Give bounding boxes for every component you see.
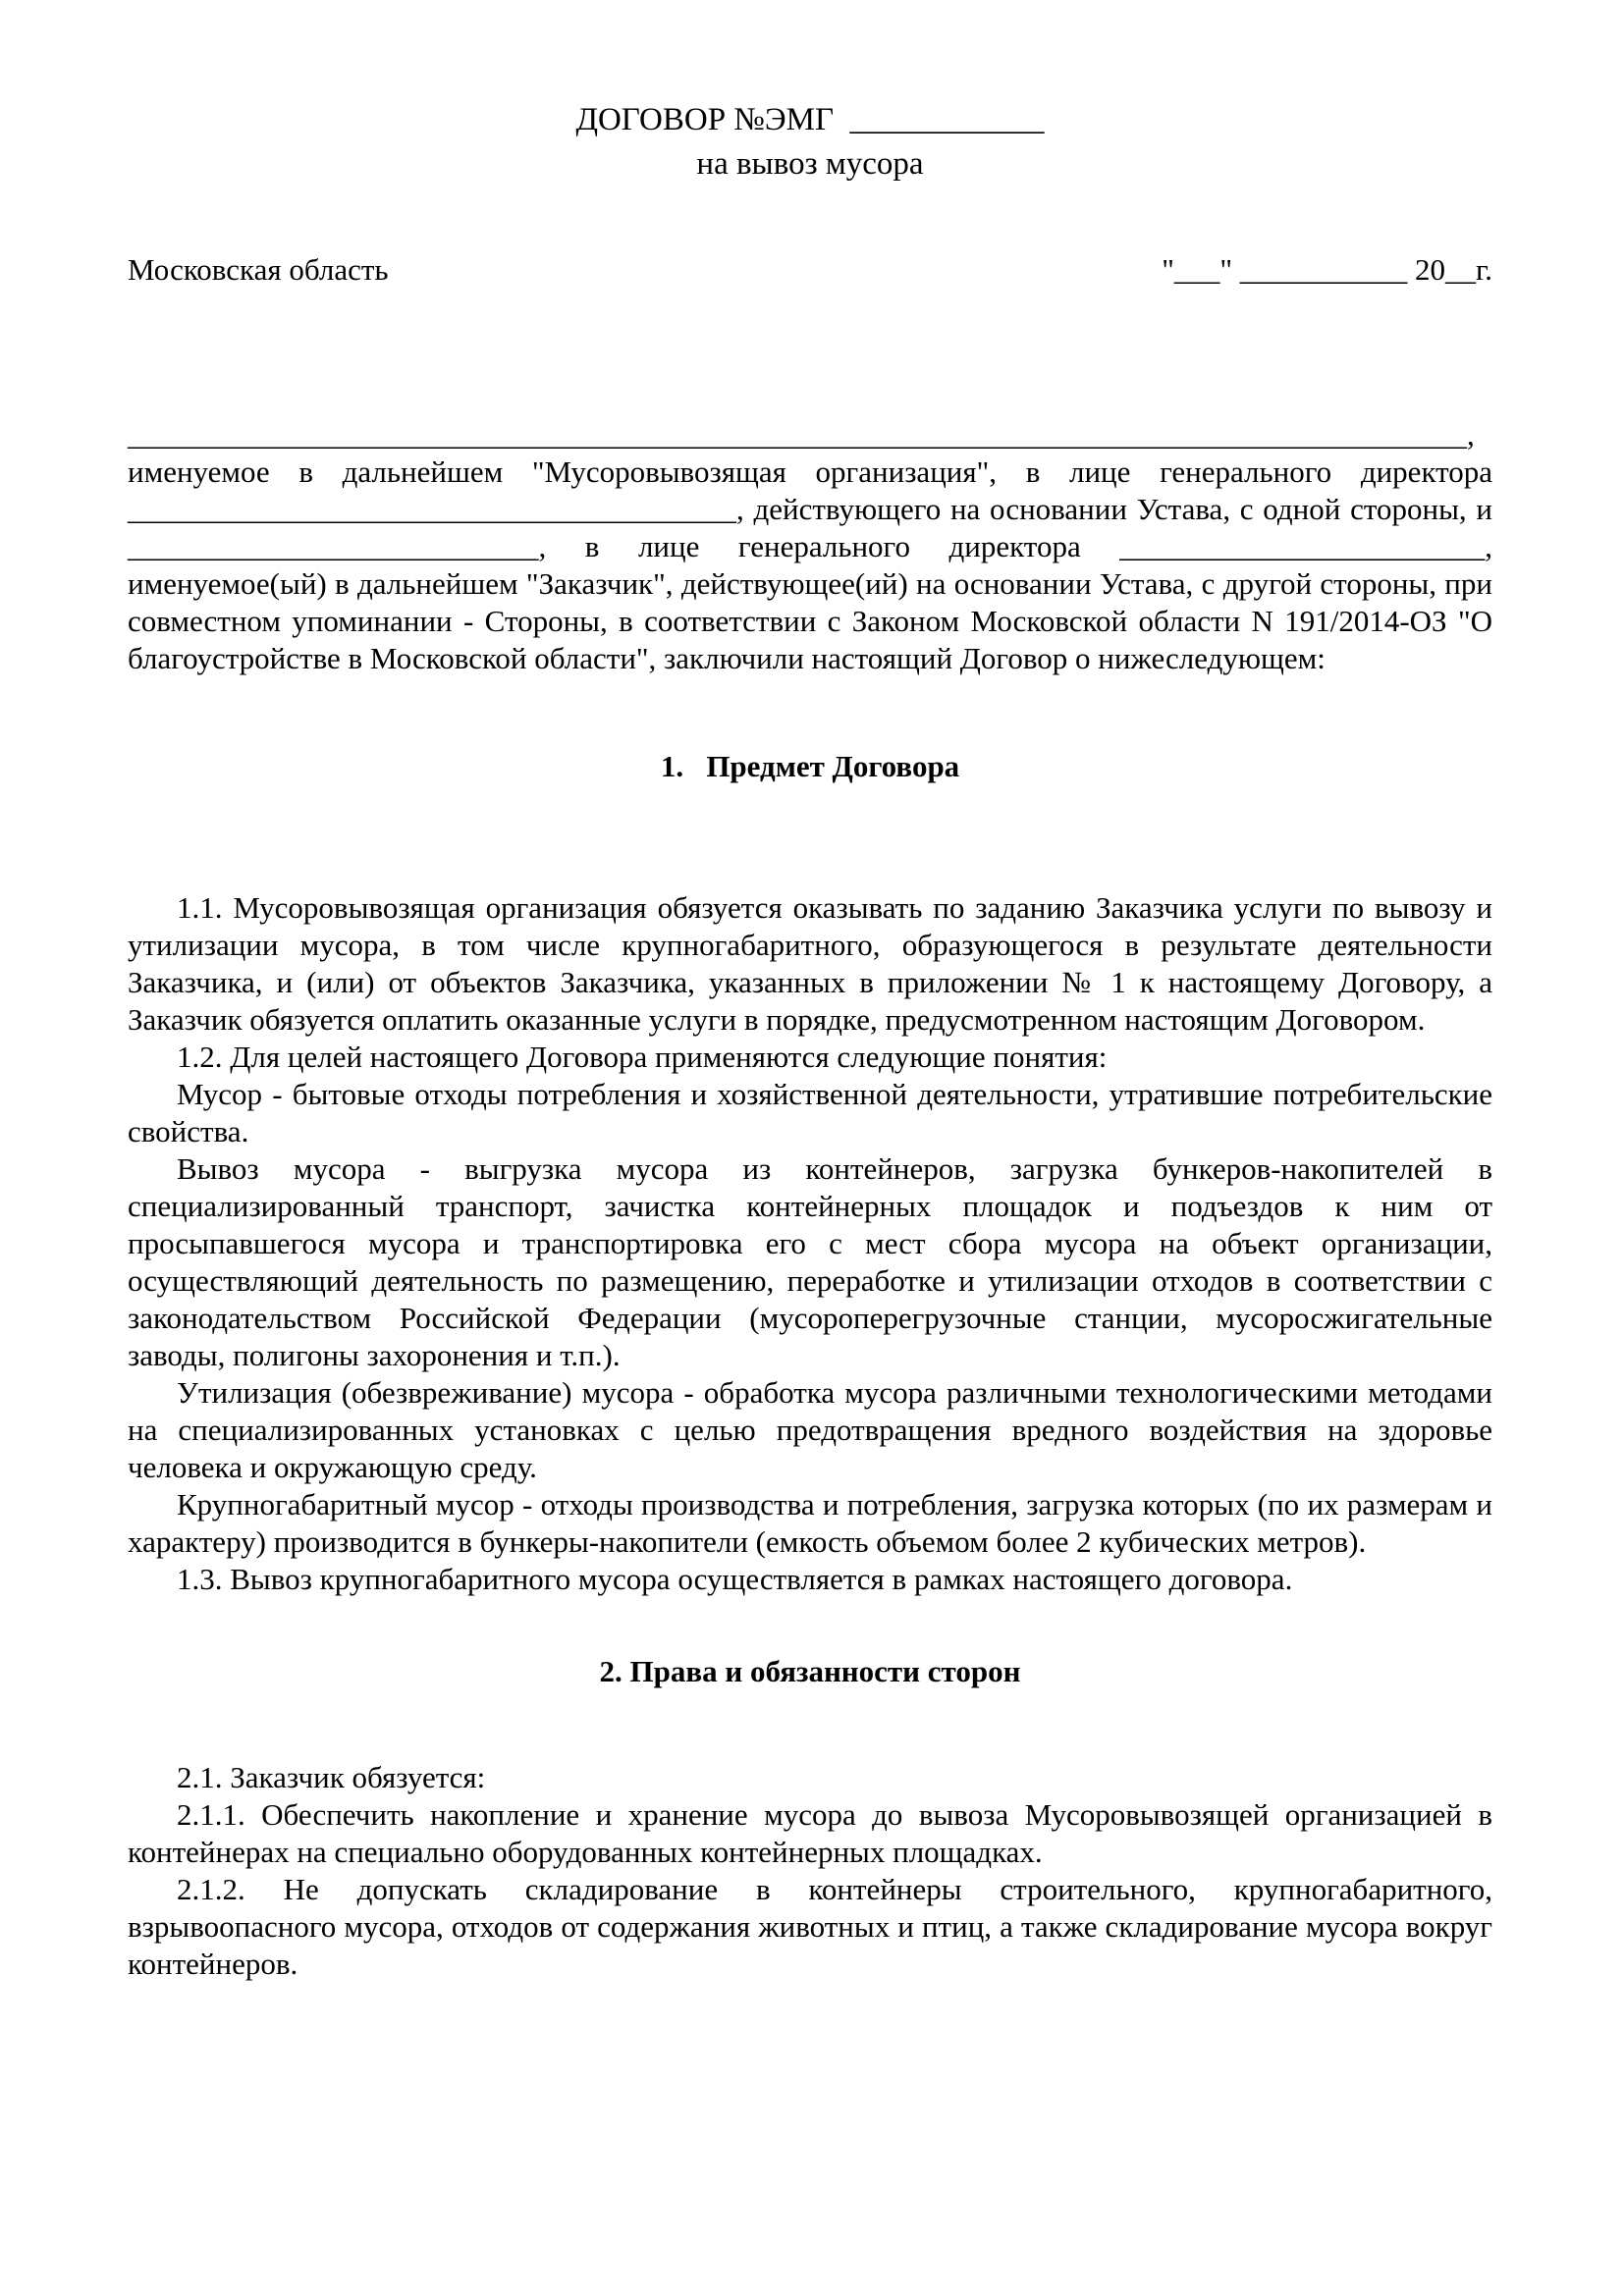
definition-vyvoz-musora: Вывоз мусора - выгрузка мусора из контейнеров, загрузка бункеров-накопителей в специализированный транспорт, зачистка контейнерных площадок и подъездов к ним от просыпавшегося мусора и транспортировка его с мест сбора мусора на объект организации, осуществляющий деятельность по размещению, переработке и утилизации отходов в соответствии с законодательством Российской Федерации (мусороперегрузочные станции, мусоросжигательные заводы, полигоны захоронения и т.п.). [128, 1151, 1492, 1372]
clause-2-1: 2.1. Заказчик обязуется: [177, 1760, 486, 1794]
clause-2-1-1: 2.1.1. Обеспечить накопление и хранение мусора до вывоза Мусоровывозящей организацией в контейнерах на специально оборудованных контейнерных площадках. [128, 1797, 1492, 1869]
title-line-2: на вывоз мусора [696, 146, 924, 182]
clause-1-3: 1.3. Вывоз крупногабаритного мусора осуществляется в рамках настоящего договора. [177, 1562, 1293, 1596]
definition-utilizaciya: Утилизация (обезвреживание) мусора - обработка мусора различными технологическими методами на специализированных установках с целью предотвращения вредного воздействия на здоровье человека и окружающую среду. [128, 1375, 1492, 1484]
document-title [128, 98, 1492, 187]
section-1-heading: 1. Предмет Договора [660, 749, 960, 783]
clause-1-1: 1.1. Мусоровывозящая организация обязуется оказывать по заданию Заказчика услуги по вывозу и утилизации мусора, в том числе крупногабаритного, образующегося в результате деятельности Заказчика, и (или) от объектов Заказчика, указанных в приложении № 1 к настоящему Договору, а Заказчик обязуется оплатить оказанные услуги в порядке, предусмотренном настоящим Договором. [128, 890, 1492, 1037]
section-2-heading: 2. Права и обязанности сторон [599, 1654, 1021, 1688]
clause-1-2: 1.2. Для целей настоящего Договора применяются следующие понятия: [177, 1040, 1108, 1074]
preamble-paragraph: ________________________________________________________________________________________, именуемое в дальнейшем "Мусоровывозящая организация", в лице генерального директора ________________________________________, действующего на основании Устава, с одной стороны, и ___________________________, в лице генерального директора ________________________, именуемое(ый) в дальнейшем "Заказчик", действующее(ий) на основании Устава, с другой стороны, при совместном упоминании - Стороны, в соответствии с Законом Московской области N 191/2014-ОЗ "О благоустройстве в Московской области", заключили настоящий Договор о нижеследующем: [128, 417, 1492, 675]
definition-musor: Мусор - бытовые отходы потребления и хозяйственной деятельности, утратившие потребительские свойства. [128, 1077, 1492, 1148]
date-blank: "___" ___________ 20__г. [1162, 252, 1492, 287]
place-label: Московская область [128, 252, 389, 287]
clause-2-1-2: 2.1.2. Не допускать складирование в контейнеры строительного, крупногабаритного, взрывоопасного мусора, отходов от содержания животных и птиц, а также складирование мусора вокруг контейнеров. [128, 1872, 1492, 1981]
definition-krupnogabaritnyj-musor: Крупногабаритный мусор - отходы производства и потребления, загрузка которых (по их размерам и характеру) производится в бункеры-накопители (емкость объемом более 2 кубических метров). [128, 1487, 1492, 1559]
title-line-1: ДОГОВОР №ЭМГ ____________ [575, 102, 1045, 137]
place-date-row [128, 251, 1492, 289]
